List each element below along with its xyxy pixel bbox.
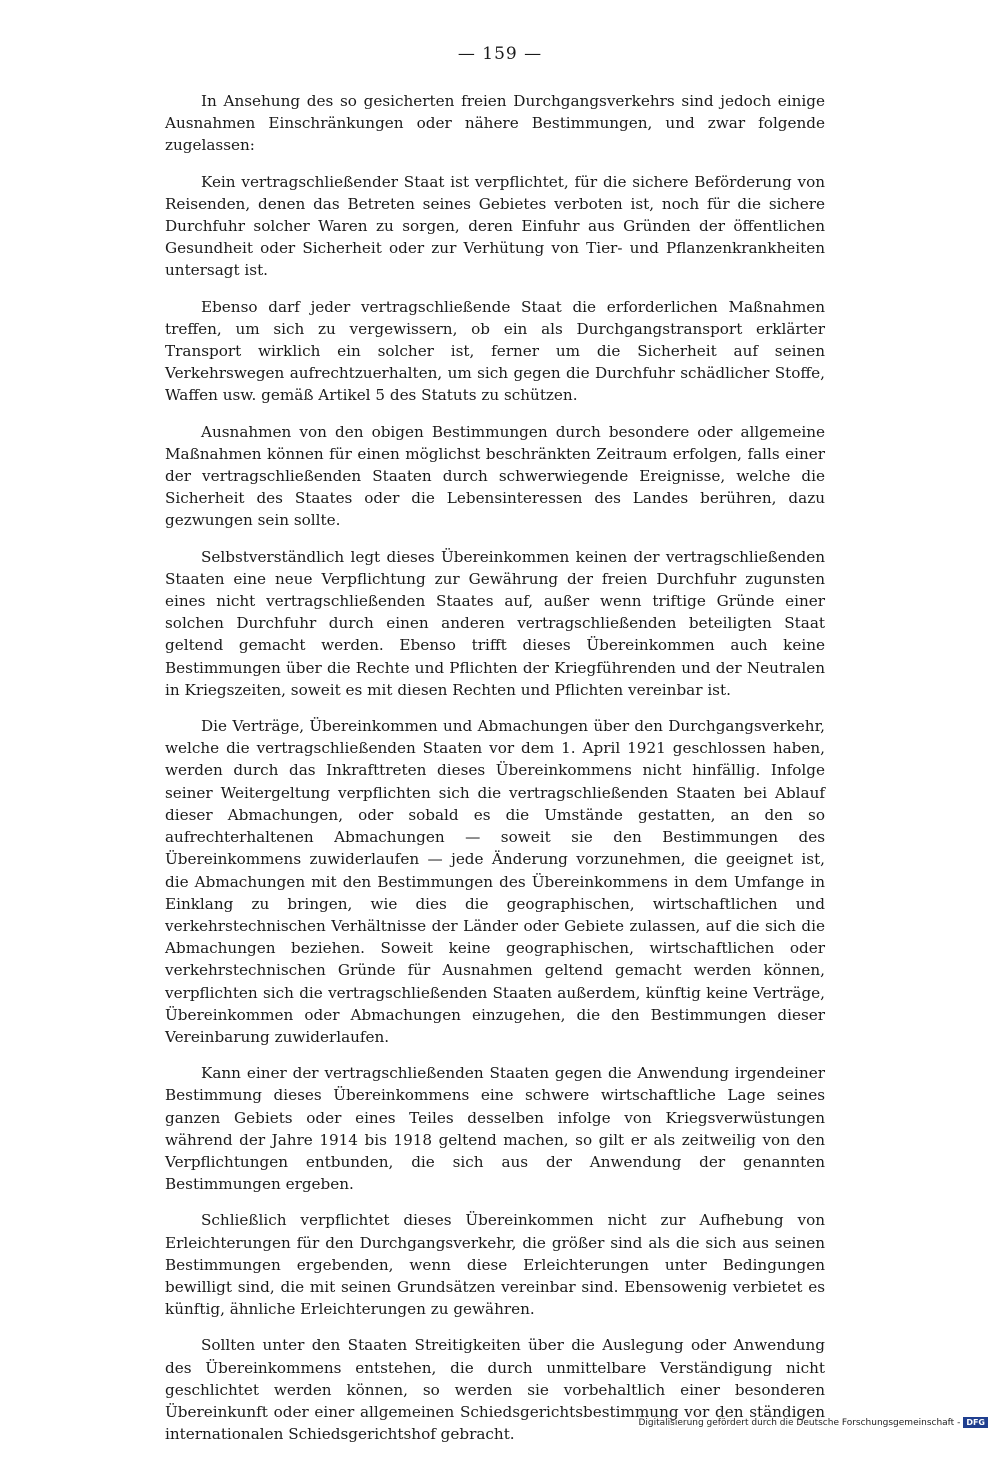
footer-credit-text: Digitalisierung gefördert durch die Deutsche Forschungsgemeinschaft - xyxy=(638,1417,961,1428)
paragraph-5: Selbstverständlich legt dieses Übereinkommen keinen der vertragschließenden Staaten eine neue Verpflichtung zur Gewährung der freien Durchfuhr zugunsten eines nicht vertragschließenden Staates auf, außer wenn triftige Gründe einer solchen Durchfuhr durch einen anderen vertragschließenden beteiligten Staat geltend gemacht werden. Ebenso trifft dieses Übereinkommen auch keine Bestimmungen über die Rechte und Pflichten der Kriegführenden und der Neutralen in Kriegszeiten, soweit es mit diesen Rechten und Pflichten vereinbar ist. xyxy=(165,547,825,699)
dfg-logo-icon: DFG xyxy=(963,1417,988,1428)
paragraph-2: Kein vertragschließender Staat ist verpflichtet, für die sichere Beförderung von Reisenden, denen das Betreten seines Gebietes verboten ist, noch für die sichere Durchfuhr solcher Waren zu sorgen, deren Einfuhr aus Gründen der öffentlichen Gesundheit oder Sicherheit oder zur Verhütung von Tier- und Pflanzenkrankheiten untersagt ist. xyxy=(165,172,825,280)
paragraph-7: Kann einer der vertragschließenden Staaten gegen die Anwendung irgendeiner Bestimmung dieses Übereinkommens eine schwere wirtschaftliche Lage seines ganzen Gebiets oder eines Teiles desselben infolge von Kriegsverwüstungen während der Jahre 1914 bis 1918 geltend machen, so gilt er als zeitweilig von den Verpflichtungen entbunden, die sich aus der Anwendung der genannten Bestimmungen ergeben. xyxy=(165,1064,825,1194)
document-body xyxy=(165,90,825,1459)
paragraph-3: Ebenso darf jeder vertragschließende Staat die erforderlichen Maßnahmen treffen, um sich zu vergewissern, ob ein als Durchgangstransport erklärter Transport wirklich ein solcher ist, ferner um die Sicherheit auf seinen Verkehrswegen aufrechtzuerhalten, um sich gegen die Durchfuhr schädlicher Stoffe, Waffen usw. gemäß Artikel 5 des Statuts zu schützen. xyxy=(165,297,825,405)
paragraph-8: Schließlich verpflichtet dieses Übereinkommen nicht zur Aufhebung von Erleichterungen für den Durchgangsverkehr, die größer sind als die sich aus seinen Bestimmungen ergebenden, wenn diese Erleichterungen unter Bedingungen bewilligt sind, die mit seinen Grundsätzen vereinbar sind. Ebensowenig verbietet es künftig, ähnliche Erleichterungen zu gewähren. xyxy=(165,1211,825,1319)
page-number: — 159 — xyxy=(457,44,543,64)
paragraph-6: Die Verträge, Übereinkommen und Abmachungen über den Durchgangsverkehr, welche die vertragschließenden Staaten vor dem 1. April 1921 geschlossen haben, werden durch das Inkrafttreten dieses Übereinkommens nicht hinfällig. Infolge seiner Weitergeltung verpflichten sich die vertragschließenden Staaten bei Ablauf dieser Abmachungen, oder sobald es die Umstände gestatten, an den so aufrechterhaltenen Abmachungen — soweit sie den Bestimmungen des Übereinkommens zuwiderlaufen — jede Änderung vorzunehmen, die geeignet ist, die Abmachungen mit den Bestimmungen des Übereinkommens in dem Umfange in Einklang zu bringen, wie dies die geographischen, wirtschaftlichen und verkehrstechnischen Verhältnisse der Länder oder Gebiete zulassen, auf die sich die Abmachungen beziehen. Soweit keine geographischen, wirtschaftlichen oder verkehrstechnischen Gründe für Ausnahmen geltend gemacht werden können, verpflichten sich die vertragschließenden Staaten außerdem, künftig keine Verträge, Übereinkommen oder Abmachungen einzugehen, die den Bestimmungen dieser Vereinbarung zuwiderlaufen. xyxy=(165,717,825,1046)
paragraph-1: In Ansehung des so gesicherten freien Durchgangsverkehrs sind jedoch einige Ausnahmen Einschränkungen oder nähere Bestimmungen, und zwar folgende zugelassen: xyxy=(165,92,825,155)
digitization-footer xyxy=(638,1417,988,1428)
paragraph-9: Sollten unter den Staaten Streitigkeiten über die Auslegung oder Anwendung des Übereinkommens entstehen, die durch unmittelbare Verständigung nicht geschlichtet werden können, so werden sie vorbehaltlich einer besonderen Übereinkunft oder einer allgemeinen Schiedsgerichtsbestimmung vor den ständigen internationalen Schiedsgerichtshof gebracht. xyxy=(165,1336,825,1444)
paragraph-4: Ausnahmen von den obigen Bestimmungen durch besondere oder allgemeine Maßnahmen können für einen möglichst beschränkten Zeitraum erfolgen, falls einer der vertragschließenden Staaten durch schwerwiegende Ereignisse, welche die Sicherheit des Staates oder die Lebensinteressen des Landes berühren, dazu gezwungen sein sollte. xyxy=(165,422,825,530)
